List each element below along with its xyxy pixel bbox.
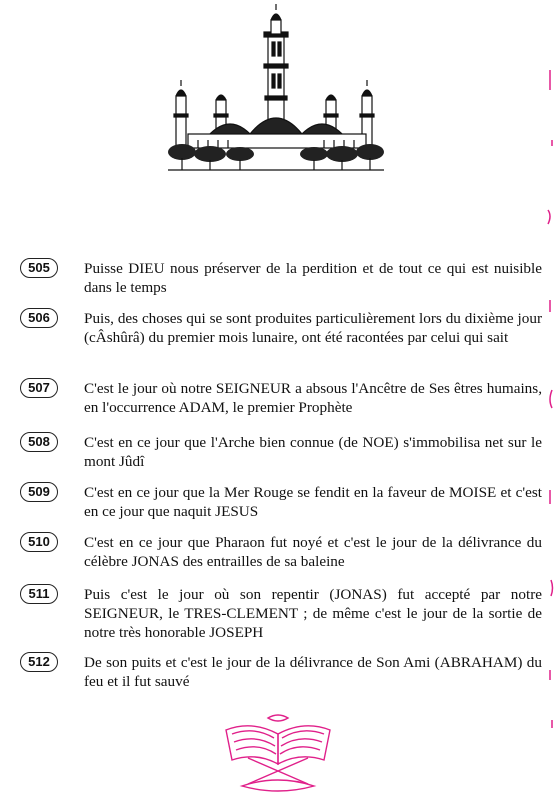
verse-number: 512 xyxy=(20,652,58,672)
quran-book-illustration xyxy=(218,714,338,796)
verse-text: C'est en ce jour que Pharaon fut noyé et c'est le jour de la délivrance du célèbre JONAS des entrailles de sa baleine xyxy=(84,534,542,570)
verse-number: 505 xyxy=(20,258,58,278)
verse-number: 506 xyxy=(20,308,58,328)
verse-number: 510 xyxy=(20,532,58,552)
verse-text: C'est en ce jour que l'Arche bien connue (de NOE) s'immobilisa net sur le mont Jûdî xyxy=(84,434,542,470)
verse-text: C'est le jour où notre SEIGNEUR a absous l'Ancêtre de Ses êtres humains, en l'occurrence ADAM, le premier Prophète xyxy=(84,380,542,416)
verse-number: 508 xyxy=(20,432,58,452)
verse-number: 511 xyxy=(20,584,58,604)
verse-text: Puisse DIEU nous préserver de la perdition et de tout ce qui est nuisible dans le temps xyxy=(84,260,542,296)
verse-text: Puis c'est le jour où son repentir (JONAS) fut accepté par notre SEIGNEUR, le TRES-CLEMENT ; de même c'est le jour de la sortie de notre très honorable JOSEPH xyxy=(84,586,542,641)
verse-text: Puis, des choses qui se sont produites particulièrement lors du dixième jour (cÂshûrâ) du premier mois lunaire, ont été racontées par celui qui sait xyxy=(84,310,542,346)
verse-number: 509 xyxy=(20,482,58,502)
verse-text: C'est en ce jour que la Mer Rouge se fendit en la faveur de MOISE et c'est en ce jour que naquit JESUS xyxy=(84,484,542,520)
verse-number: 507 xyxy=(20,378,58,398)
page-edge-marks xyxy=(538,60,560,760)
verse-text: De son puits et c'est le jour de la délivrance de Son Ami (ABRAHAM) du feu et il fut sauvé xyxy=(84,654,542,690)
